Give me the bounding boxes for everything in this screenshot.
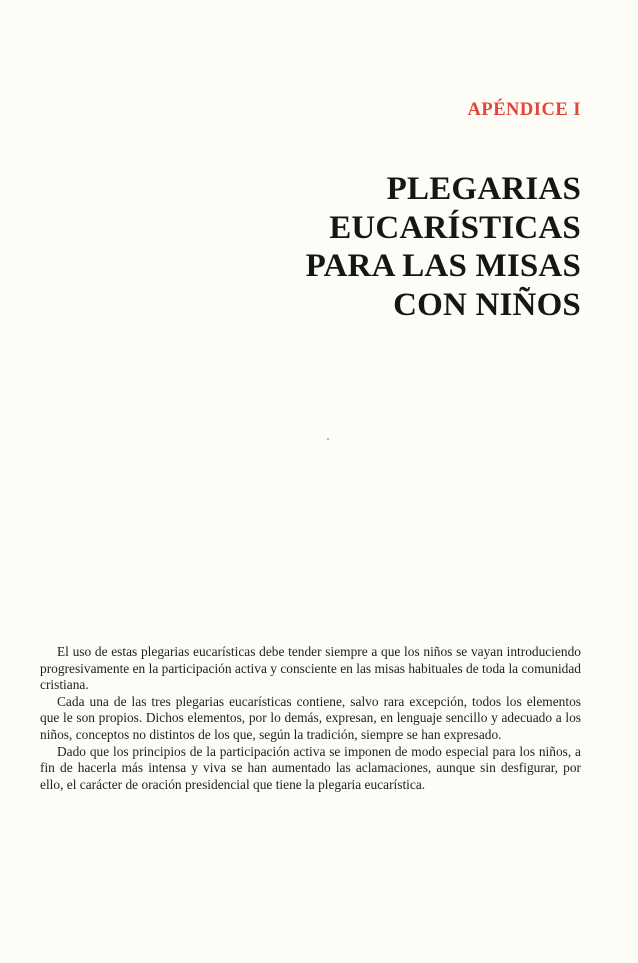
- title-line: CON NIÑOS: [393, 286, 581, 323]
- page-title: [306, 170, 581, 324]
- title-line: PARA LAS MISAS: [305, 248, 581, 284]
- stray-dot: [327, 438, 329, 440]
- title-line: PLEGARIAS: [386, 171, 581, 207]
- introduction-text: [40, 644, 581, 793]
- paragraph: Cada una de las tres plegarias eucarísticas contiene, salvo rara excepción, todos los elementos que le son propios. Dichos elementos, por lo demás, expresan, en lenguaje sencillo y adecuado a los niños, conceptos no distintos de los que, según la tradición, siempre se han expresado.: [40, 693, 581, 742]
- paragraph: El uso de estas plegarias eucarísticas debe tender siempre a que los niños se vayan introduciendo progresivamente en la participación activa y consciente en las misas habituales de toda la comunidad cristiana.: [40, 644, 581, 693]
- paragraph: Dado que los principios de la participación activa se imponen de modo especial para los niños, a fin de hacerla más intensa y viva se han aumentado las aclamaciones, aunque sin desfigurar, por ello, el carácter de oración presidencial que tiene la plegaria eucarística.: [40, 743, 581, 792]
- appendix-label: APÉNDICE I: [467, 100, 581, 120]
- title-line: EUCARÍSTICAS: [329, 209, 581, 246]
